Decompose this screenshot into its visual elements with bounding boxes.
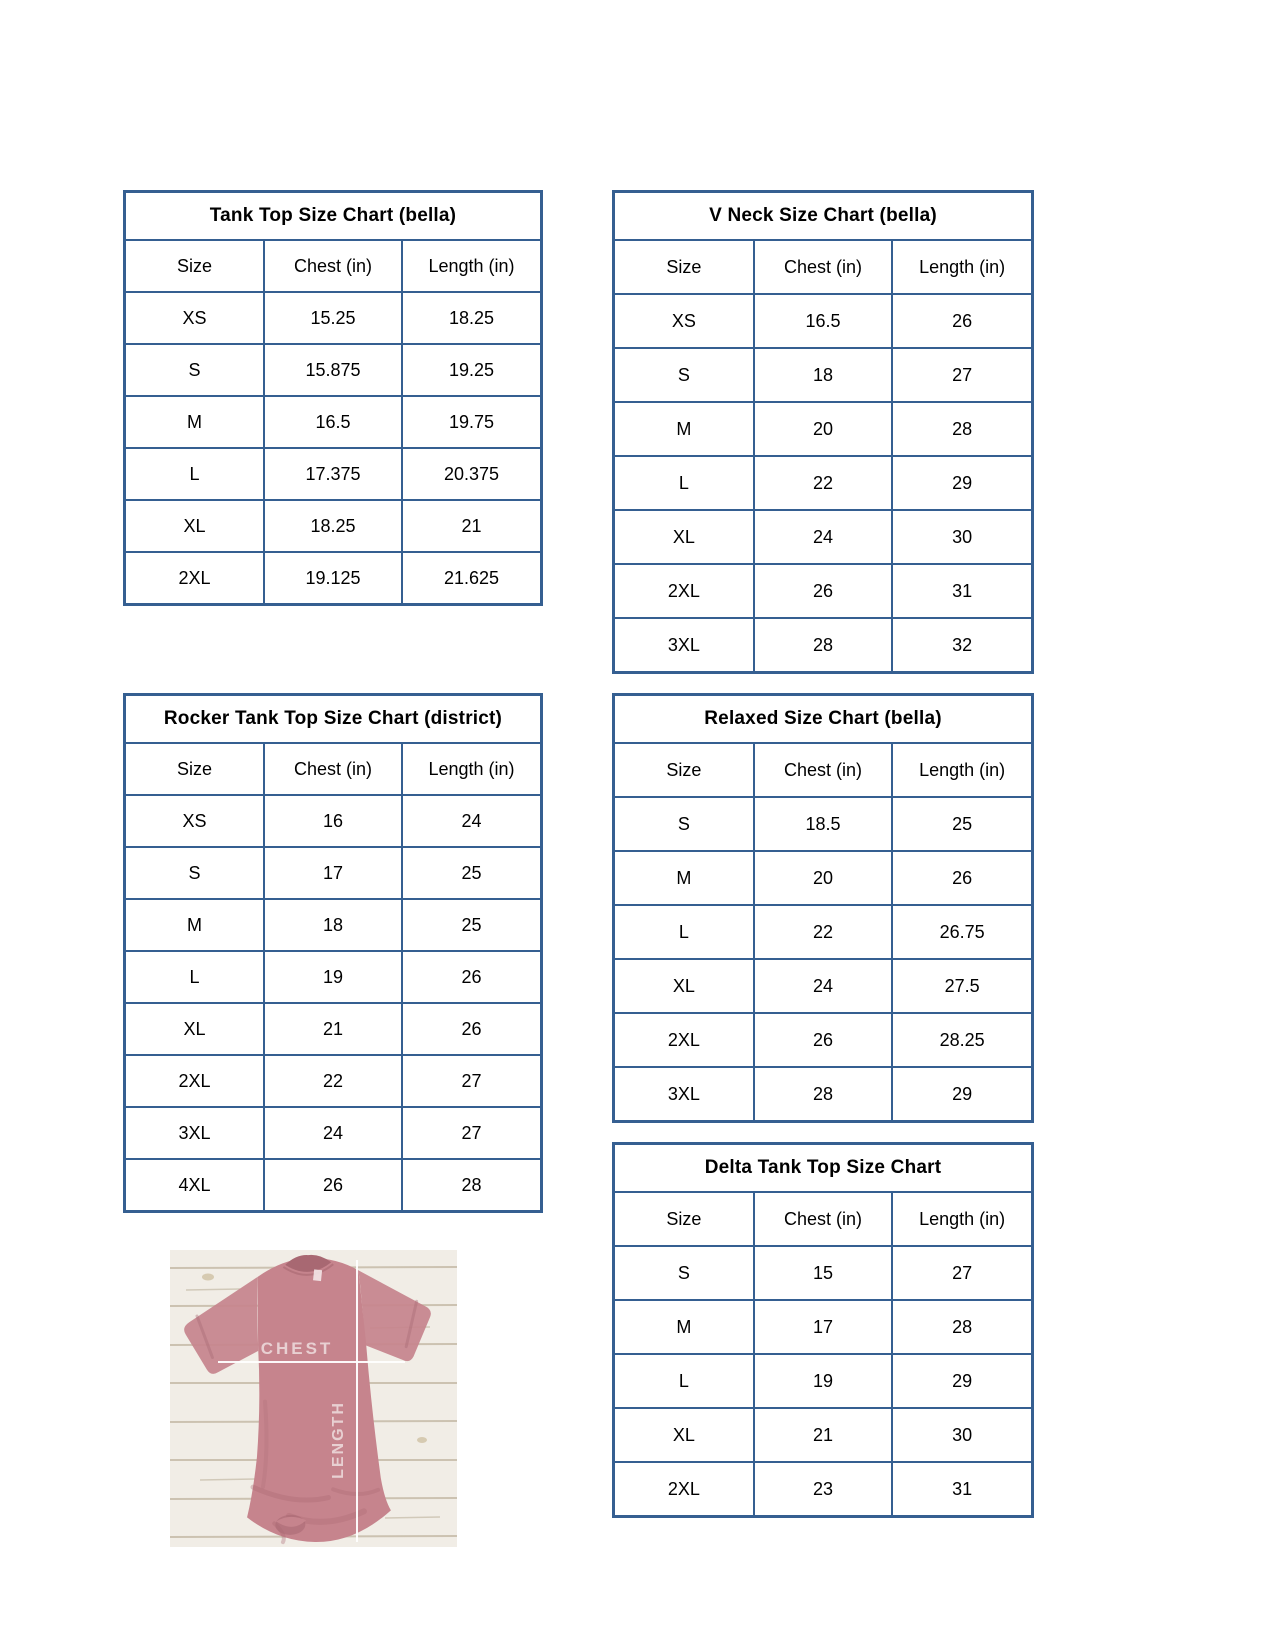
length-cell: 21 — [402, 500, 540, 552]
length-cell: 19.25 — [402, 344, 540, 396]
table-row — [615, 1408, 1031, 1462]
size-cell: 2XL — [615, 1462, 754, 1515]
chest-cell: 24 — [754, 510, 893, 564]
table-row — [615, 1462, 1031, 1515]
length-cell: 21.625 — [402, 552, 540, 603]
size-cell: S — [126, 344, 264, 396]
header-row — [126, 241, 540, 292]
header-row — [615, 241, 1031, 294]
table-row — [126, 847, 540, 899]
table-row — [615, 294, 1031, 348]
header-row — [615, 1193, 1031, 1246]
length-cell: 29 — [892, 1067, 1031, 1120]
length-cell: 31 — [892, 1462, 1031, 1515]
length-cell: 28 — [892, 1300, 1031, 1354]
length-cell: 25 — [402, 899, 540, 951]
table-row — [126, 500, 540, 552]
size-cell: L — [126, 951, 264, 1003]
chest-cell: 17 — [264, 847, 402, 899]
length-cell: 28 — [892, 402, 1031, 456]
table-row — [126, 292, 540, 344]
chest-cell: 17 — [754, 1300, 893, 1354]
size-cell: M — [126, 899, 264, 951]
relaxed-size-table — [612, 693, 1034, 1123]
column-header: Size — [126, 241, 264, 292]
table-row — [126, 899, 540, 951]
length-cell: 30 — [892, 510, 1031, 564]
size-cell: S — [126, 847, 264, 899]
table-row — [615, 905, 1031, 959]
chest-cell: 21 — [264, 1003, 402, 1055]
table-row — [615, 618, 1031, 671]
length-cell: 30 — [892, 1408, 1031, 1462]
wood-knot — [417, 1437, 427, 1443]
size-cell: L — [615, 456, 754, 510]
size-cell: 2XL — [615, 564, 754, 618]
rocker-tank-top-size-table — [123, 693, 543, 1213]
chest-cell: 22 — [264, 1055, 402, 1107]
table-row — [126, 448, 540, 500]
chest-cell: 19.125 — [264, 552, 402, 603]
relaxed-title: Relaxed Size Chart (bella) — [615, 696, 1031, 744]
size-cell: XL — [126, 500, 264, 552]
length-cell: 26.75 — [892, 905, 1031, 959]
tshirt-measurement-photo — [170, 1250, 457, 1547]
length-cell: 26 — [892, 294, 1031, 348]
table-row — [615, 1246, 1031, 1300]
column-header: Size — [615, 1193, 754, 1246]
column-header: Length (in) — [892, 241, 1031, 294]
wood-knot — [202, 1274, 214, 1281]
chest-cell: 15.25 — [264, 292, 402, 344]
length-cell: 19.75 — [402, 396, 540, 448]
size-cell: 3XL — [615, 618, 754, 671]
length-cell: 25 — [402, 847, 540, 899]
chest-cell: 20 — [754, 402, 893, 456]
size-cell: 2XL — [126, 1055, 264, 1107]
size-cell: XS — [615, 294, 754, 348]
chest-cell: 19 — [754, 1354, 893, 1408]
length-cell: 25 — [892, 797, 1031, 851]
size-cell: XS — [126, 795, 264, 847]
column-header: Length (in) — [402, 241, 540, 292]
chest-label: CHEST — [260, 1339, 334, 1358]
length-cell: 29 — [892, 1354, 1031, 1408]
table-row — [126, 795, 540, 847]
table-row — [615, 1067, 1031, 1120]
size-cell: M — [615, 1300, 754, 1354]
size-cell: 2XL — [126, 552, 264, 603]
length-cell: 27 — [892, 348, 1031, 402]
size-cell: XS — [126, 292, 264, 344]
column-header: Chest (in) — [754, 744, 893, 797]
delta-tank-top-size-table — [612, 1142, 1034, 1518]
chest-cell: 18.25 — [264, 500, 402, 552]
size-cell: XL — [126, 1003, 264, 1055]
v-neck-title: V Neck Size Chart (bella) — [615, 193, 1031, 241]
size-cell: L — [615, 1354, 754, 1408]
length-cell: 27 — [402, 1107, 540, 1159]
size-cell: XL — [615, 1408, 754, 1462]
chest-cell: 28 — [754, 1067, 893, 1120]
size-cell: M — [126, 396, 264, 448]
column-header: Length (in) — [892, 744, 1031, 797]
length-cell: 28.25 — [892, 1013, 1031, 1067]
tank-top-title: Tank Top Size Chart (bella) — [126, 193, 540, 241]
column-header: Size — [126, 744, 264, 795]
chest-cell: 22 — [754, 905, 893, 959]
collar-tag — [313, 1269, 322, 1281]
chest-cell: 20 — [754, 851, 893, 905]
table-row — [615, 851, 1031, 905]
table-row — [615, 959, 1031, 1013]
table-row — [615, 456, 1031, 510]
column-header: Length (in) — [892, 1193, 1031, 1246]
chest-cell: 23 — [754, 1462, 893, 1515]
length-cell: 28 — [402, 1159, 540, 1210]
column-header: Chest (in) — [754, 241, 893, 294]
size-cell: M — [615, 851, 754, 905]
table-row — [126, 552, 540, 603]
table-row — [615, 348, 1031, 402]
chest-cell: 28 — [754, 618, 893, 671]
column-header: Chest (in) — [754, 1193, 893, 1246]
length-cell: 31 — [892, 564, 1031, 618]
column-header: Length (in) — [402, 744, 540, 795]
length-cell: 26 — [402, 1003, 540, 1055]
table-row — [126, 1107, 540, 1159]
tank-top-size-table — [123, 190, 543, 606]
chest-cell: 26 — [754, 1013, 893, 1067]
column-header: Size — [615, 241, 754, 294]
length-cell: 20.375 — [402, 448, 540, 500]
chest-cell: 26 — [264, 1159, 402, 1210]
size-cell: S — [615, 348, 754, 402]
size-cell: S — [615, 1246, 754, 1300]
chest-cell: 16 — [264, 795, 402, 847]
chest-cell: 22 — [754, 456, 893, 510]
table-row — [126, 344, 540, 396]
table-row — [126, 951, 540, 1003]
length-label: LENGTH — [330, 1401, 347, 1479]
chest-cell: 17.375 — [264, 448, 402, 500]
length-cell: 26 — [892, 851, 1031, 905]
chest-cell: 16.5 — [754, 294, 893, 348]
chest-cell: 21 — [754, 1408, 893, 1462]
column-header: Chest (in) — [264, 241, 402, 292]
table-row — [615, 564, 1031, 618]
length-cell: 32 — [892, 618, 1031, 671]
chest-cell: 24 — [754, 959, 893, 1013]
length-cell: 26 — [402, 951, 540, 1003]
size-cell: L — [126, 448, 264, 500]
chest-cell: 18.5 — [754, 797, 893, 851]
length-cell: 24 — [402, 795, 540, 847]
table-row — [615, 1300, 1031, 1354]
size-cell: 3XL — [126, 1107, 264, 1159]
size-cell: XL — [615, 959, 754, 1013]
chest-cell: 26 — [754, 564, 893, 618]
length-cell: 27 — [892, 1246, 1031, 1300]
chest-cell: 16.5 — [264, 396, 402, 448]
chest-cell: 15.875 — [264, 344, 402, 396]
size-cell: S — [615, 797, 754, 851]
size-cell: L — [615, 905, 754, 959]
table-row — [615, 1013, 1031, 1067]
size-cell: XL — [615, 510, 754, 564]
delta-tank-top-title: Delta Tank Top Size Chart — [615, 1145, 1031, 1193]
table-row — [615, 510, 1031, 564]
table-row — [126, 1159, 540, 1210]
chest-cell: 18 — [754, 348, 893, 402]
table-row — [126, 396, 540, 448]
chest-cell: 15 — [754, 1246, 893, 1300]
table-row — [615, 1354, 1031, 1408]
size-cell: M — [615, 402, 754, 456]
length-cell: 27.5 — [892, 959, 1031, 1013]
rocker-tank-top-title: Rocker Tank Top Size Chart (district) — [126, 696, 540, 744]
v-neck-size-table — [612, 190, 1034, 674]
chest-cell: 19 — [264, 951, 402, 1003]
length-cell: 27 — [402, 1055, 540, 1107]
table-row — [126, 1055, 540, 1107]
chest-cell: 18 — [264, 899, 402, 951]
table-row — [615, 402, 1031, 456]
length-cell: 29 — [892, 456, 1031, 510]
header-row — [615, 744, 1031, 797]
chest-cell: 24 — [264, 1107, 402, 1159]
size-cell: 2XL — [615, 1013, 754, 1067]
column-header: Size — [615, 744, 754, 797]
table-row — [126, 1003, 540, 1055]
size-cell: 3XL — [615, 1067, 754, 1120]
length-cell: 18.25 — [402, 292, 540, 344]
header-row — [126, 744, 540, 795]
size-cell: 4XL — [126, 1159, 264, 1210]
column-header: Chest (in) — [264, 744, 402, 795]
table-row — [615, 797, 1031, 851]
